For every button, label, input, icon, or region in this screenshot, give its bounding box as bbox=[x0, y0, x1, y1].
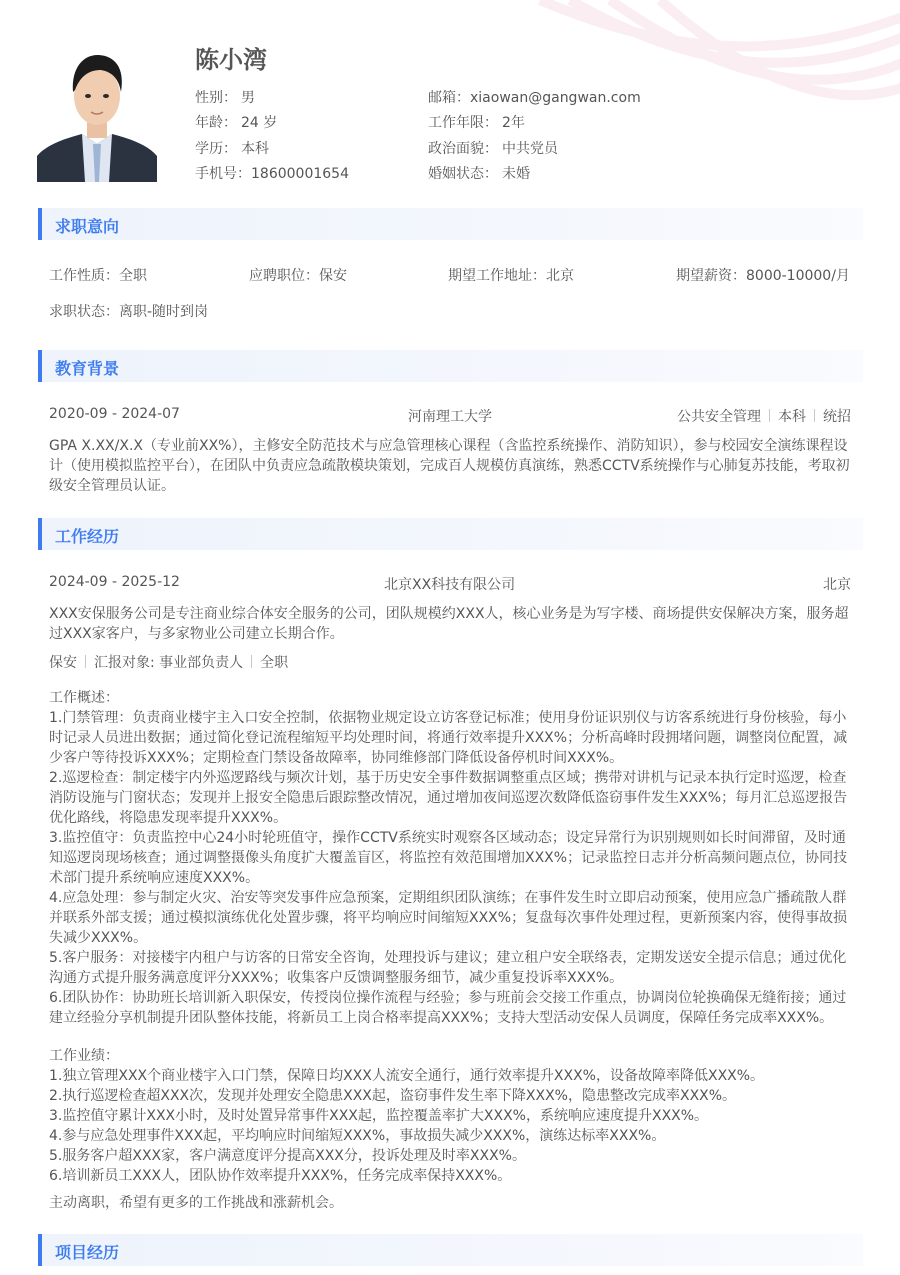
info-value: 18600001654 bbox=[251, 166, 349, 182]
work-job-type: 全职 bbox=[260, 655, 289, 671]
education-period: 2020-09 - 2024-07 bbox=[49, 406, 180, 422]
work-achievements bbox=[49, 1046, 855, 1186]
list-item: 5.客户服务：对接楼宇内租户与访客的日常安全咨询，处理投诉与建议；建立租户安全联络表，定期发送安全提示信息；通过优化沟通方式提升服务满意度评分XXX%；收集客户反馈调整服务细节，减少重复投诉率XXX%。 bbox=[49, 950, 847, 986]
divider bbox=[814, 409, 815, 422]
work-company: 北京XX科技有限公司 bbox=[384, 577, 516, 593]
intent-salary bbox=[676, 265, 850, 285]
work-achievements-title: 工作业绩： bbox=[49, 1048, 119, 1064]
section-title-work bbox=[38, 518, 863, 550]
info-label: 性别： bbox=[195, 90, 237, 106]
info-value: 2年 bbox=[502, 115, 525, 131]
intent-location bbox=[448, 265, 574, 285]
list-item: 4.参与应急处理事件XXX起，平均响应时间缩短XXX%，事故损失减少XXX%，演练达标率XXX%。 bbox=[49, 1128, 666, 1144]
list-item: 2.巡逻检查：制定楼宇内外巡逻路线与频次计划，基于历史安全事件数据调整重点区域；携带对讲机与记录本执行定时巡逻，检查消防设施与门窗状态；发现并上报安全隐患后跟踪整改情况，通过增加夜间巡逻次数降低盗窃事件发生XXX%；每月汇总巡逻报告优化路线，将隐患发现率提升XXX%。 bbox=[49, 770, 848, 826]
education-type: 统招 bbox=[823, 409, 851, 425]
section-accent-bar bbox=[38, 518, 42, 550]
intent-label: 求职状态： bbox=[49, 304, 119, 320]
info-value: 男 bbox=[241, 90, 255, 106]
intent-value: 北京 bbox=[546, 268, 574, 284]
section-title-text: 教育背景 bbox=[55, 359, 120, 378]
work-period: 2024-09 - 2025-12 bbox=[49, 574, 180, 590]
info-value: xiaowan@gangwan.com bbox=[470, 90, 641, 106]
avatar bbox=[37, 44, 157, 182]
info-political bbox=[428, 138, 558, 158]
work-overview bbox=[49, 688, 855, 1028]
intent-value: 全职 bbox=[119, 268, 147, 284]
education-major-line bbox=[677, 406, 851, 426]
intent-value: 保安 bbox=[319, 268, 347, 284]
info-label: 婚姻状态： bbox=[428, 166, 498, 182]
divider bbox=[769, 409, 770, 422]
list-item: 1.门禁管理：负责商业楼宇主入口安全控制，依据物业规定设立访客登记标准；使用身份证识别仪与访客系统进行身份核验，每小时记录人员进出数据；通过简化登记流程缩短平均处理时间，将通行效率提升XXX%；分析高峰时段拥堵问题，调整岗位配置，减少客户等待投诉XXX%；定期检查门禁设备故障率，协同维修部门降低设备停机时间XXX%。 bbox=[49, 710, 848, 766]
list-item: 6.培训新员工XXX人，团队协作效率提升XXX%，任务完成率保持XXX%。 bbox=[49, 1168, 512, 1184]
education-school: 河南理工大学 bbox=[408, 409, 492, 425]
work-position: 保安 bbox=[49, 655, 77, 671]
intent-label: 期望工作地址： bbox=[448, 268, 546, 284]
info-value: 本科 bbox=[241, 141, 269, 157]
info-label: 年龄： bbox=[195, 115, 237, 131]
intent-position bbox=[249, 265, 347, 285]
info-value: 24 岁 bbox=[241, 115, 278, 131]
info-education bbox=[195, 138, 269, 158]
work-role-line bbox=[49, 652, 288, 672]
intent-label: 工作性质： bbox=[49, 268, 119, 284]
info-label: 学历： bbox=[195, 141, 237, 157]
list-item: 2.执行巡逻检查超XXX次，发现并处理安全隐患XXX起，盗窃事件发生率下降XXX%，隐患整改完成率XXX%。 bbox=[49, 1088, 737, 1104]
intent-job-type bbox=[49, 265, 147, 285]
divider bbox=[251, 655, 252, 668]
education-degree: 本科 bbox=[778, 409, 806, 425]
list-item: 1.独立管理XXX个商业楼宇入口门禁，保障日均XXX人流安全通行，通行效率提升XXX%，设备故障率降低XXX%。 bbox=[49, 1068, 765, 1084]
section-title-text: 项目经历 bbox=[55, 1243, 120, 1262]
section-title-projects bbox=[38, 1234, 863, 1266]
info-label: 手机号： bbox=[195, 166, 251, 182]
candidate-name: 陈小湾 bbox=[195, 46, 267, 74]
section-title-text: 求职意向 bbox=[55, 217, 120, 236]
divider bbox=[85, 655, 86, 668]
list-item: 3.监控值守累计XXX小时，及时处置异常事件XXX起，监控覆盖率扩大XXX%，系统响应速度提升XXX%。 bbox=[49, 1108, 709, 1124]
section-accent-bar bbox=[38, 350, 42, 382]
info-age bbox=[195, 112, 277, 132]
list-item: 4.应急处理：参与制定火灾、治安等突发事件应急预案，定期组织团队演练；在事件发生时立即启动预案，使用应急广播疏散人群并联系外部支援；通过模拟演练优化处置步骤，将平均响应时间缩短XXX%；复盘每次事件处理过程，更新预案内容，使得事故损失减少XXX%。 bbox=[49, 890, 848, 946]
section-title-education bbox=[38, 350, 863, 382]
list-item: 3.监控值守：负责监控中心24小时轮班值守，操作CCTV系统实时观察各区域动态；设定异常行为识别规则如长时间滞留，及时通知巡逻岗现场核查；通过调整摄像头角度扩大覆盖盲区，将监控有效范围增加XXX%；记录监控日志并分析高频问题点位，协同技术部门提升系统响应速度XXX%。 bbox=[49, 830, 848, 886]
info-value: 未婚 bbox=[502, 166, 530, 182]
info-email bbox=[428, 87, 641, 107]
info-years bbox=[428, 112, 525, 132]
work-leave-reason: 主动离职，希望有更多的工作挑战和涨薪机会。 bbox=[49, 1195, 343, 1211]
section-title-intent bbox=[38, 208, 863, 240]
info-label: 政治面貌： bbox=[428, 141, 498, 157]
work-overview-title: 工作概述： bbox=[49, 690, 119, 706]
info-marital bbox=[428, 163, 530, 183]
intent-label: 期望薪资： bbox=[676, 268, 746, 284]
intent-value: 8000-10000/月 bbox=[746, 268, 850, 284]
education-major: 公共安全管理 bbox=[677, 409, 761, 425]
info-value: 中共党员 bbox=[502, 141, 558, 157]
education-description: GPA X.XX/X.X（专业前XX%），主修安全防范技术与应急管理核心课程（含监控系统操作、消防知识），参与校园安全演练课程设计（使用模拟监控平台），在团队中负责应急疏散模块策划，完成百人规模仿真演练，熟悉CCTV系统操作与心肺复苏技能，考取初级安全管理员认证。 bbox=[49, 438, 850, 494]
intent-value: 离职-随时到岗 bbox=[119, 304, 209, 320]
section-accent-bar bbox=[38, 208, 42, 240]
section-title-text: 工作经历 bbox=[55, 527, 120, 546]
intent-label: 应聘职位： bbox=[249, 268, 319, 284]
section-accent-bar bbox=[38, 1234, 42, 1266]
list-item: 5.服务客户超XXX家，客户满意度评分提高XXX分，投诉处理及时率XXX%。 bbox=[49, 1148, 526, 1164]
info-label: 邮箱： bbox=[428, 90, 470, 106]
work-report-to: 汇报对象: 事业部负责人 bbox=[94, 655, 244, 671]
work-city: 北京 bbox=[823, 577, 851, 593]
info-label: 工作年限： bbox=[428, 115, 498, 131]
list-item: 6.团队协作：协助班长培训新入职保安，传授岗位操作流程与经验；参与班前会交接工作重点，协调岗位轮换确保无缝衔接；通过建立经验分享机制提升团队整体技能，将新员工上岗合格率提高XXX%；支持大型活动安保人员调度，保障任务完成率XXX%。 bbox=[49, 990, 847, 1026]
info-gender bbox=[195, 87, 255, 107]
work-company-description: XXX安保服务公司是专注商业综合体安全服务的公司，团队规模约XXX人，核心业务是为写字楼、商场提供安保解决方案，服务超过XXX家客户，与多家物业公司建立长期合作。 bbox=[49, 606, 849, 642]
intent-status bbox=[49, 301, 208, 321]
info-phone bbox=[195, 163, 349, 183]
